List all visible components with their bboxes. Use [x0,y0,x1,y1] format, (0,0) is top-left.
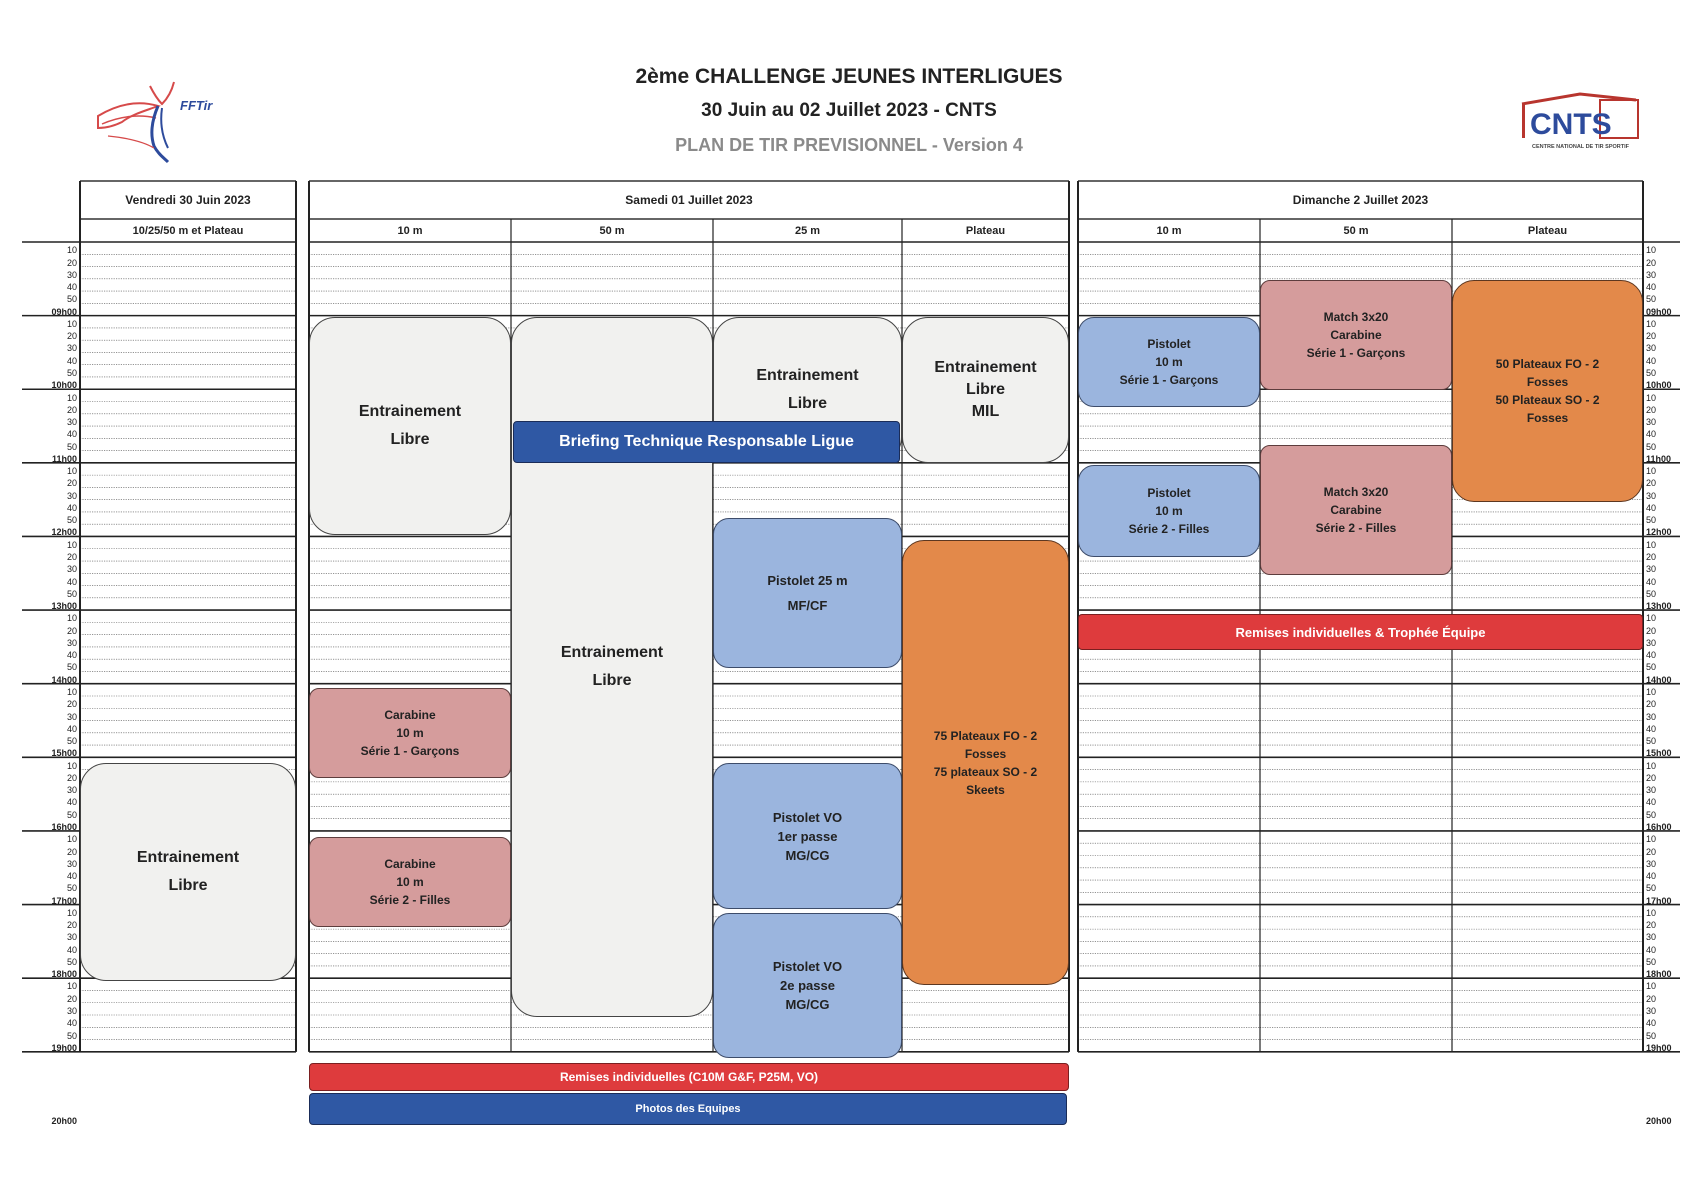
event-text: MG/CG [785,847,830,863]
minute-label: 30 [66,564,77,575]
event-text: Carabine [1330,503,1382,517]
hour-label: 14h00 [1646,674,1672,685]
hour-label: 17h00 [1646,895,1672,906]
minute-label: 30 [66,711,77,722]
minute-label: 40 [66,1018,77,1029]
minute-label: 10 [1646,907,1657,918]
minute-label: 10 [1646,613,1657,624]
event-text: Libre [787,395,828,412]
event-text: MF/CF [787,598,828,613]
minute-label: 50 [1646,588,1657,599]
document-title: 2ème CHALLENGE JEUNES INTERLIGUES [635,65,1063,88]
minute-label: 10 [66,760,77,771]
event-text: 10 m [1155,355,1183,369]
cnts-logo-subtitle: CENTRE NATIONAL DE TIR SPORTIF [1532,144,1629,150]
minute-label: 20 [1646,257,1657,268]
minute-label: 50 [66,956,77,967]
event-text: Skeets [966,782,1005,797]
minute-label: 20 [66,846,77,857]
minute-label: 40 [1646,355,1657,366]
schedule-event [1260,280,1452,390]
minute-label: 40 [1646,797,1657,808]
minute-label: 20 [66,920,77,931]
minute-label: 10 [66,907,77,918]
minute-label: 50 [66,588,77,599]
minute-label: 40 [1646,944,1657,955]
minute-label: 30 [66,932,77,943]
hour-label: 14h00 [51,674,77,685]
minute-label: 20 [1646,772,1657,783]
event-text: Pistolet [1147,486,1191,500]
event-text: 2e passe [780,978,835,993]
minute-label: 30 [66,343,77,354]
event-text: Match 3x20 [1323,485,1389,499]
minute-label: 40 [66,871,77,882]
minute-label: 30 [1646,932,1657,943]
minute-label: 40 [1646,282,1657,293]
minute-label: 30 [1646,343,1657,354]
minute-label: 30 [1646,417,1657,428]
event-text: Carabine [384,857,436,871]
minute-label: 50 [66,367,77,378]
hour-label: 16h00 [1646,821,1672,832]
minute-label: 40 [66,650,77,661]
minute-label: 40 [1646,502,1657,513]
minute-label: 10 [1646,834,1657,845]
event-text: Entrainement [358,403,462,420]
event-text: Match 3x20 [1323,310,1389,324]
minute-label: 20 [66,478,77,489]
minute-label: 20 [1646,993,1657,1004]
minute-label: 10 [66,466,77,477]
event-text: Carabine [1330,328,1382,342]
minute-label: 20 [1646,552,1657,563]
subcolumn-header: 25 m [794,224,821,237]
hour-label: 12h00 [1646,527,1672,538]
event-text: Série 1 - Garçons [360,744,460,758]
minute-label: 10 [1646,318,1657,329]
subcolumn-header: 50 m [599,224,625,237]
minute-label: 10 [1646,392,1657,403]
hour-label: 17h00 [51,895,77,906]
subcolumn-header: 10 m [397,224,423,237]
minute-label: 50 [1646,736,1657,747]
hour-label: 19h00 [51,1042,77,1053]
minute-label: 50 [66,515,77,526]
minute-label: 10 [1646,245,1657,256]
subcolumn-header: Plateau [1527,224,1568,237]
event-text: 10 m [1155,504,1183,518]
minute-label: 20 [66,625,77,636]
minute-label: 10 [1646,686,1657,697]
minute-label: 30 [1646,637,1657,648]
event-text: Briefing Technique Responsable Ligue [559,433,854,450]
minute-label: 10 [66,981,77,992]
minute-label: 30 [66,1006,77,1016]
minute-label: 20 [1646,846,1657,857]
event-text: Fosses [964,746,1007,761]
schedule-event [713,763,902,909]
minute-label: 50 [1646,367,1657,378]
minute-label: 50 [1646,883,1657,894]
minute-label: 10 [66,318,77,329]
schedule-event [1078,614,1643,650]
document-version: PLAN DE TIR PREVISIONNEL - Version 4 [675,135,1023,155]
event-text: Libre [592,672,632,689]
minute-label: 40 [66,355,77,366]
schedule-event [1078,465,1260,557]
schedule-event [713,518,902,668]
event-text: Entrainement [756,367,859,384]
event-text: Carabine [384,708,436,722]
hour-label: 15h00 [51,748,77,759]
minute-label: 10 [1646,466,1657,477]
minute-label: 10 [66,245,77,256]
schedule-event [1260,445,1452,575]
minute-label: 40 [1646,429,1657,440]
minute-label: 30 [1646,858,1657,869]
minute-label: 50 [66,736,77,747]
event-text: Entrainement [934,359,1037,376]
minute-label: 30 [1646,1006,1657,1016]
minute-label: 20 [1646,331,1657,342]
minute-label: 40 [1646,576,1657,587]
schedule-event [1452,280,1643,502]
minute-label: 20 [66,331,77,342]
minute-label: 30 [66,858,77,869]
minute-label: 10 [1646,981,1657,992]
hour-label: 11h00 [1646,453,1672,464]
schedule-event [902,540,1069,985]
minute-label: 50 [1646,662,1657,673]
minute-label: 50 [1646,956,1657,967]
minute-label: 50 [1646,294,1657,305]
event-text: Remises individuelles (C10M G&F, P25M, VO) [559,1070,819,1084]
event-text: Pistolet [1147,337,1191,351]
minute-label: 20 [1646,699,1657,710]
event-text: MIL [971,403,1000,420]
minute-label: 20 [66,552,77,563]
minute-label: 10 [66,392,77,403]
subcolumn-header: 50 m [1343,224,1369,237]
event-text: 75 Plateaux FO - 2 [933,728,1038,743]
minute-label: 20 [66,404,77,415]
minute-label: 10 [66,613,77,624]
minute-label: 50 [66,809,77,820]
minute-label: 40 [1646,650,1657,661]
event-text: MG/CG [785,997,830,1012]
hour-label: 19h00 [1646,1042,1672,1053]
minute-label: 20 [1646,625,1657,636]
event-text: Pistolet 25 m [767,573,848,588]
minute-label: 40 [1646,723,1657,734]
day-header-1: Samedi 01 Juillet 2023 [625,193,753,207]
day-header-0: Vendredi 30 Juin 2023 [125,193,251,207]
minute-label: 50 [1646,515,1657,526]
hour-label: 10h00 [1646,380,1672,391]
event-text: Photos des Equipes [635,1103,741,1115]
minute-label: 30 [66,490,77,501]
schedule-event [309,317,511,535]
fftir-logo-text: FFTir [180,98,213,113]
hour-label: 18h00 [51,969,77,980]
hour-label: 13h00 [51,601,77,612]
minute-label: 30 [66,785,77,796]
event-text: Pistolet VO [772,959,843,974]
hour-label: 20h00 [51,1116,77,1127]
minute-label: 20 [66,257,77,268]
hour-label: 13h00 [1646,601,1672,612]
minute-label: 30 [1646,490,1657,501]
event-text: Libre [390,431,430,448]
minute-label: 40 [66,282,77,293]
event-text: Série 2 - Filles [1128,522,1210,536]
event-text: Entrainement [560,644,664,661]
hour-label: 09h00 [51,306,77,317]
minute-label: 50 [66,441,77,452]
event-text: Libre [965,381,1006,398]
minute-label: 50 [66,294,77,305]
minute-label: 40 [66,429,77,440]
minute-label: 30 [66,269,77,280]
minute-label: 40 [66,502,77,513]
hour-label: 20h00 [1646,1116,1672,1127]
minute-label: 50 [1646,1030,1657,1041]
event-text: Série 2 - Filles [369,893,451,907]
event-text: 50 Plateaux SO - 2 [1495,393,1600,407]
document-dates: 30 Juin au 02 Juillet 2023 - CNTS [701,100,997,121]
hour-label: 11h00 [51,453,77,464]
event-text: Libre [168,877,208,894]
schedule-event [902,317,1069,463]
minute-label: 10 [66,686,77,697]
minute-label: 20 [1646,920,1657,931]
event-text: 10 m [396,875,424,889]
event-text: Série 1 - Garçons [1119,373,1219,387]
event-text: Pistolet VO [772,809,843,825]
schedule-event [1078,317,1260,407]
minute-label: 30 [1646,269,1657,280]
minute-label: 40 [66,797,77,808]
minute-label: 40 [66,576,77,587]
minute-label: 50 [66,883,77,894]
minute-label: 20 [66,772,77,783]
hour-label: 15h00 [1646,748,1672,759]
minute-label: 20 [1646,478,1657,489]
event-text: Fosses [1526,411,1569,425]
event-text: Série 2 - Filles [1315,521,1397,535]
event-text: Remises individuelles & Trophée Équipe [1235,624,1486,640]
subcolumn-header: 10 m [1156,224,1182,237]
hour-label: 10h00 [51,380,77,391]
schedule-event [80,763,296,981]
minute-label: 10 [1646,760,1657,771]
minute-label: 50 [1646,441,1657,452]
svg-text:CNTS: CNTS [1530,108,1612,141]
minute-label: 10 [66,539,77,550]
schedule-event [309,1093,1067,1125]
minute-label: 30 [1646,711,1657,722]
minute-label: 40 [1646,1018,1657,1029]
hour-label: 16h00 [51,821,77,832]
minute-label: 50 [66,662,77,673]
schedule-event [713,913,902,1058]
minute-label: 10 [1646,539,1657,550]
minute-label: 50 [66,1030,77,1041]
minute-label: 10 [66,834,77,845]
event-text: Entrainement [136,849,240,866]
schedule-event [309,688,511,778]
event-text: 10 m [396,726,424,740]
schedule-event [309,837,511,927]
hour-label: 18h00 [1646,969,1672,980]
event-text: Fosses [1526,375,1569,389]
minute-label: 40 [66,723,77,734]
minute-label: 20 [1646,404,1657,415]
event-text: Série 1 - Garçons [1306,346,1406,360]
event-text: 1er passe [777,828,838,844]
schedule-event [513,421,900,463]
schedule-event [309,1063,1069,1091]
minute-label: 30 [1646,564,1657,575]
minute-label: 20 [66,699,77,710]
minute-label: 40 [66,944,77,955]
hour-label: 09h00 [1646,306,1672,317]
event-text: 50 Plateaux FO - 2 [1495,357,1600,371]
minute-label: 50 [1646,809,1657,820]
minute-label: 30 [1646,785,1657,796]
minute-label: 30 [66,637,77,648]
minute-label: 40 [1646,871,1657,882]
day-header-2: Dimanche 2 Juillet 2023 [1292,193,1429,207]
hour-label: 12h00 [51,527,77,538]
minute-label: 30 [66,417,77,428]
minute-label: 20 [66,993,77,1004]
event-text: 75 plateaux SO - 2 [933,764,1038,779]
subcolumn-header: Plateau [965,224,1006,237]
subcolumn-header: 10/25/50 m et Plateau [132,224,244,237]
